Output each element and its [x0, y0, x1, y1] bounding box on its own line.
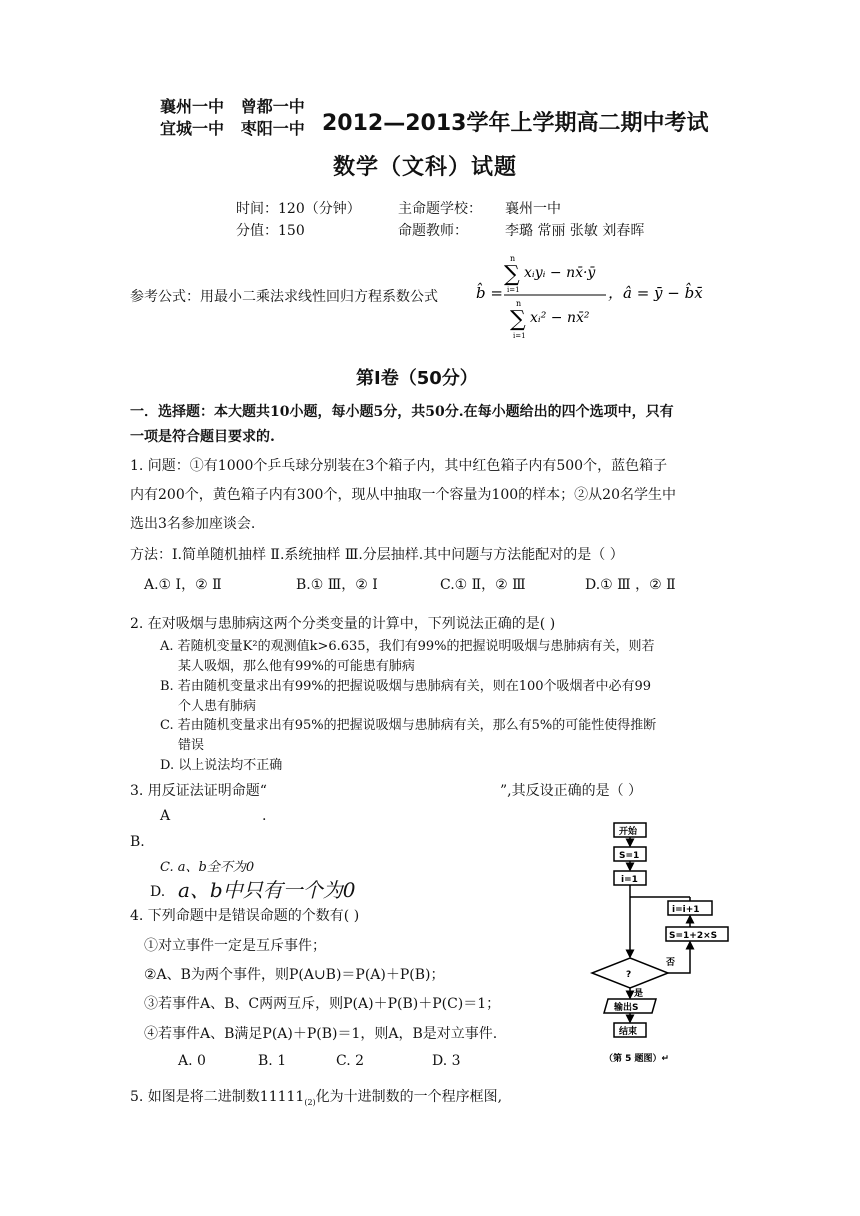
flow-update-label: S=1+2×S: [669, 931, 718, 941]
question-2-option: 某人吸烟，那么他有99%的可能患有肺病: [178, 659, 415, 674]
question-1-option: A.① Ⅰ，② Ⅱ: [144, 577, 222, 593]
section-instruction: 一．选择题：本大题共10小题，每小题5分，共50分.在每小题给出的四个选项中，只有: [130, 404, 674, 420]
question-3-option-c: C. a、b全不为0: [160, 860, 255, 875]
question-3-stem-end: ”,其反设正确的是（ ）: [500, 783, 643, 799]
question-3-option-d-prefix: D.: [150, 884, 166, 900]
formula-label: 参考公式：用最小二乘法求线性回归方程系数公式: [130, 289, 438, 305]
school-name: 曾都一中: [240, 97, 305, 116]
flow-end-label: 结束: [619, 1027, 638, 1037]
question-3-option-b: B.: [130, 834, 145, 850]
question-5-stem: [130, 1086, 502, 1107]
question-1-text: 内有200个，黄色箱子内有300个，现从中抽取一个容量为100的样本；②从20名学生中: [130, 487, 676, 503]
question-4-option: C. 2: [336, 1053, 365, 1069]
question-2-option: B. 若由随机变量求出有99%的把握说吸烟与患肺病有关，则在100个吸烟者中必有99: [160, 679, 652, 694]
section-title: 第Ⅰ卷（50分）: [356, 368, 478, 389]
section-instruction: 一项是符合题目要求的.: [130, 429, 275, 445]
question-5-text: 5. 如图是将二进制数11111: [130, 1089, 305, 1105]
sum-bottom-index: i=1: [513, 332, 526, 340]
sum-top-index: n: [516, 299, 522, 308]
question-4-stem: 4. 下列命题中是错误命题的个数有( ): [130, 908, 360, 924]
flow-condition-label: ?: [626, 970, 632, 980]
base-subscript: (2): [304, 1097, 316, 1107]
flowchart-caption: （第 5 题图）↵: [604, 1054, 670, 1064]
question-1-option: C.① Ⅱ，② Ⅲ: [440, 577, 526, 593]
school-name: 宜城一中: [160, 119, 225, 138]
exam-subtitle: 数学（文科）试题: [333, 155, 518, 180]
teacher-label: 命题教师：: [398, 223, 468, 239]
question-3-stem: 3. 用反证法证明命题“: [130, 783, 267, 799]
question-4-option: B. 1: [258, 1053, 287, 1069]
flow-i-init-label: i=1: [621, 875, 638, 885]
a-hat-formula: ，â = ȳ − b̂x̄: [608, 284, 703, 302]
question-1-text: 选出3名参加座谈会.: [130, 516, 256, 532]
question-5-text-end: 化为十进制数的一个程序框图,: [315, 1089, 503, 1105]
question-3-option-a-dot: .: [262, 808, 267, 824]
flow-yes-label: 是: [634, 989, 644, 999]
school-value: 襄州一中: [505, 201, 561, 217]
flow-no-label: 否: [666, 958, 676, 968]
flow-start-label: 开始: [619, 827, 638, 837]
question-2-option: D. 以上说法均不正确: [160, 758, 283, 773]
school-label: 主命题学校：: [398, 201, 482, 217]
school-name: 枣阳一中: [240, 119, 305, 138]
formula-denominator: xᵢ² − nx̄²: [530, 310, 590, 326]
sigma-symbol: ∑: [510, 307, 526, 332]
formula-numerator: xᵢyᵢ − nx̄·ȳ: [524, 265, 596, 281]
flow-s-init-label: S=1: [619, 851, 640, 861]
flow-output-label: 输出S: [614, 1003, 639, 1013]
sigma-symbol: ∑: [504, 262, 520, 287]
question-1-option: D.① Ⅲ ，② Ⅱ: [585, 577, 676, 593]
question-2-option: A. 若随机变量K²的观测值k>6.635，我们有99%的把握说明吸烟与患肺病有关，则若: [160, 639, 655, 654]
school-name: 襄州一中: [160, 97, 225, 116]
question-4-option: D. 3: [432, 1053, 461, 1069]
question-1-methods: 方法：Ⅰ.简单随机抽样 Ⅱ.系统抽样 Ⅲ.分层抽样.其中问题与方法能配对的是（ ）: [130, 547, 624, 563]
question-2-option: C. 若由随机变量求出有95%的把握说吸烟与患肺病有关，那么有5%的可能性使得推断: [160, 718, 657, 733]
exam-score: 分值：150: [236, 223, 305, 239]
sum-bottom-index: i=1: [507, 286, 520, 294]
question-4-statement: ②A、B为两个事件，则P(A∪B)＝P(A)＋P(B)；: [144, 967, 445, 983]
question-3-option-d: a、b中只有一个为0: [178, 878, 356, 902]
regression-formula: [470, 250, 710, 350]
b-hat: b̂ =: [476, 284, 503, 302]
question-1-option: B.① Ⅲ，② Ⅰ: [296, 577, 378, 593]
teacher-value: 李璐 常丽 张敏 刘春晖: [505, 223, 645, 239]
question-4-statement: ①对立事件一定是互斥事件；: [144, 938, 326, 954]
question-4-statement: ④若事件A、B满足P(A)＋P(B)＝1，则A，B是对立事件.: [144, 1026, 498, 1042]
question-2-stem: 2. 在对吸烟与患肺病这两个分类变量的计算中，下列说法正确的是( ): [130, 616, 556, 632]
question-4-statement: ③若事件A、B、C两两互斥，则P(A)＋P(B)＋P(C)＝1；: [144, 996, 501, 1012]
school-names: [160, 96, 305, 140]
question-4-option: A. 0: [178, 1053, 206, 1069]
exam-time: 时间：120（分钟）: [236, 201, 361, 217]
sum-top-index: n: [510, 254, 516, 263]
question-3-option-a: A: [160, 808, 171, 824]
flowchart-figure: [580, 815, 740, 1065]
flow-inc-label: i=i+1: [672, 905, 700, 915]
question-2-option: 错误: [178, 738, 205, 753]
exam-title: 2012—2013学年上学期高二期中考试: [322, 111, 709, 136]
question-2-option: 个人患有肺病: [178, 699, 257, 714]
question-1-text: 1. 问题：①有1000个乒乓球分别装在3个箱子内，其中红色箱子内有500个，蓝色箱子: [130, 458, 668, 474]
